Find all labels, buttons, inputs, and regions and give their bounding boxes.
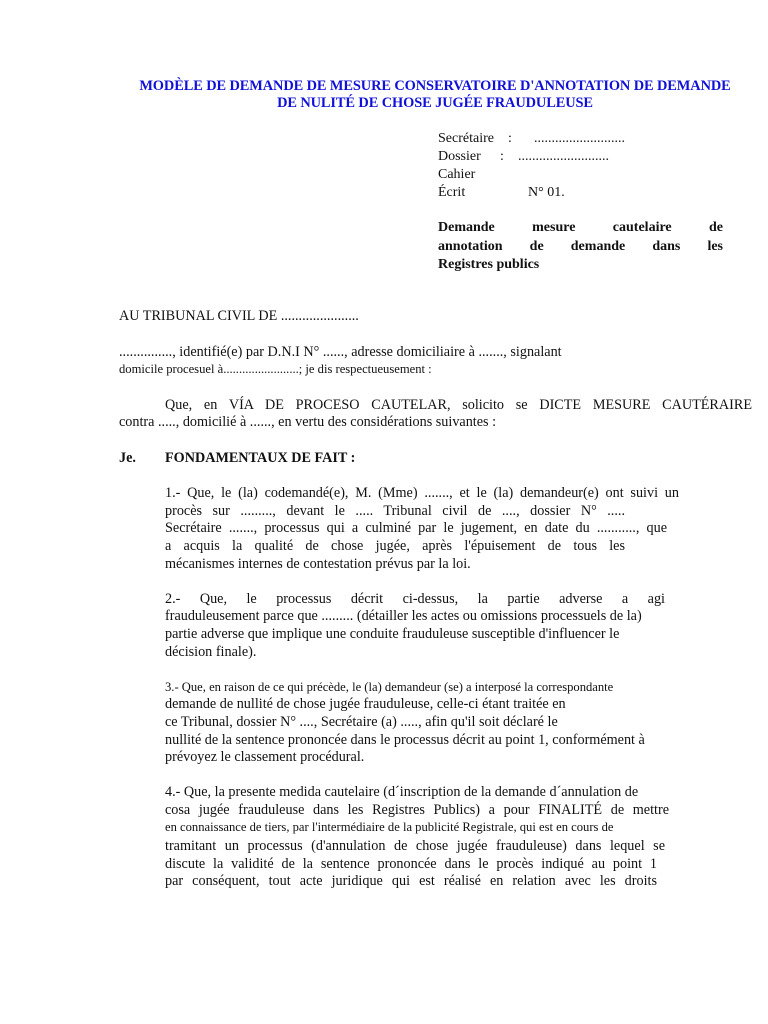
section-heading: FONDAMENTAUX DE FAIT : (165, 450, 356, 466)
paragraph-2-line-3: partie adverse que implique une conduite frauduleuse susceptible d'influencer le (165, 626, 620, 642)
paragraph-4-line-3: en connaissance de tiers, par l'intermédiaire de la publicité Registrale, qui est en cours de (165, 820, 614, 834)
secretaire-value: .......................... (534, 131, 625, 146)
secretaire-separator: : (508, 131, 512, 146)
secretaire-row (438, 130, 728, 148)
subject-line-3: Registres publics (438, 257, 540, 272)
cahier-label: Cahier (438, 167, 476, 182)
title-line-1: MODÈLE DE DEMANDE DE MESURE CONSERVATOIRE D'ANNOTATION DE DEMANDE (139, 78, 731, 94)
paragraph-3-line-1: 3.- Que, en raison de ce qui précède, le (la) demandeur (se) a interposé la correspondante (165, 680, 614, 694)
ecrit-value: N° 01. (528, 185, 565, 200)
paragraph-3-line-3: ce Tribunal, dossier N° ...., Secrétaire (a) ....., afin qu'il soit déclaré le (165, 714, 558, 730)
identification-line-2: domicile procesuel à........................; je dis respectueusement : (119, 362, 432, 376)
paragraph-3-line-5: prévoyez le classement procédural. (165, 749, 365, 765)
paragraph-4-line-5: discute la validité de la sentence prononcée dans le procès indiqué au point 1 (165, 856, 657, 872)
dossier-label: Dossier (438, 149, 481, 164)
subject-line-1: Demande mesure cautelaire de (438, 220, 723, 235)
dossier-value: .......................... (518, 149, 609, 164)
paragraph-2-line-2: frauduleusement parce que ......... (détailler les actes ou omissions processuels de la) (165, 608, 642, 624)
paragraph-1-line-4: a acquis la qualité de chose jugée, après l'épuisement de tous les (165, 538, 625, 554)
paragraph-2-line-1: 2.- Que, le processus décrit ci-dessus, la partie adverse a agi (165, 591, 665, 607)
dossier-row (438, 148, 728, 166)
title-line-2: DE NULITÉ DE CHOSE JUGÉE FRAUDULEUSE (277, 95, 593, 111)
paragraph-4-line-6: par conséquent, tout acte juridique qui est réalisé en relation avec les droits (165, 873, 657, 889)
identification-line-1: ..............., identifié(e) par D.N.I N° ......, adresse domiciliaire à ......., signalant (119, 344, 562, 360)
paragraph-1-line-2: procès sur ........., devant le ..... Tribunal civil de ...., dossier N° ..... (165, 503, 625, 519)
paragraph-4-line-1: 4.- Que, la presente medida cautelaire (d´inscription de la demande d´annulation de (165, 784, 639, 800)
section-number: Je. (119, 450, 136, 466)
paragraph-3-line-4: nullité de la sentence prononcée dans le processus décrit au point 1, conformément à (165, 732, 645, 748)
case-metadata (438, 130, 728, 202)
subject-line-2: annotation de demande dans les (438, 238, 723, 254)
paragraph-4-line-2: cosa jugée frauduleuse dans les Registres Publics) a pour FINALITÉ de mettre (165, 802, 669, 818)
ecrit-row (438, 184, 728, 202)
paragraph-1-line-5: mécanismes internes de contestation prévus par la loi. (165, 556, 471, 572)
paragraph-1-line-3: Secrétaire ......., processus qui a culminé par le jugement, en date du ..........., que (165, 520, 667, 536)
paragraph-4-line-4: tramitant un processus (d'annulation de chose jugée frauduleuse) dans lequel se (165, 838, 665, 854)
dossier-separator: : (500, 149, 504, 164)
subject-block (438, 219, 723, 275)
secretaire-label: Secrétaire (438, 131, 494, 146)
paragraph-3-line-2: demande de nullité de chose jugée frauduleuse, celle-ci étant traitée en (165, 696, 566, 712)
ecrit-label: Écrit (438, 185, 466, 200)
cahier-row (438, 166, 728, 184)
document-title (110, 78, 760, 112)
request-line-1: Que, en VÍA DE PROCESO CAUTELAR, solicito se DICTE MESURE CAUTÉRAIRE (165, 397, 752, 413)
paragraph-2-line-4: décision finale). (165, 644, 257, 660)
request-line-2: contra ....., domicilié à ......, en vertu des considérations suivantes : (119, 414, 497, 430)
addressee: AU TRIBUNAL CIVIL DE ...................... (119, 308, 359, 324)
paragraph-1-line-1: 1.- Que, le (la) codemandé(e), M. (Mme) ......., et le (la) demandeur(e) ont suivi un (165, 485, 679, 501)
